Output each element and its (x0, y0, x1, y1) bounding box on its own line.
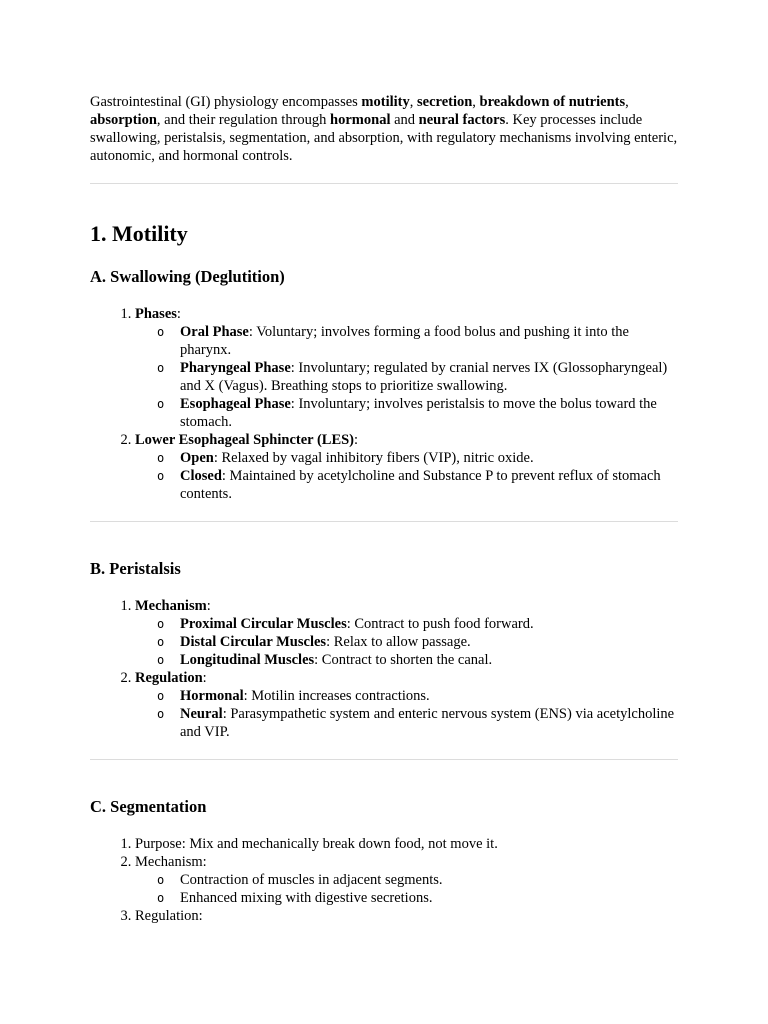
divider (90, 521, 678, 522)
list-item: 2. Mechanism: o Contraction of muscles in adjacent segments. o Enhanced mixing with digestive secretions. (135, 853, 678, 907)
list-item: o Oral Phase: Voluntary; involves forming a food bolus and pushing it into the pharynx. (180, 323, 678, 359)
divider (90, 759, 678, 760)
list-item: o Hormonal: Motilin increases contractions. (180, 687, 678, 705)
divider (90, 183, 678, 184)
subsection-title-segmentation: C. Segmentation (90, 797, 207, 816)
sub-list (135, 323, 678, 431)
list-item: o Longitudinal Muscles: Contract to shorten the canal. (180, 651, 678, 669)
subsection-title-swallowing: A. Swallowing (Deglutition) (90, 267, 285, 286)
list-item: 1. Phases: o Oral Phase: Voluntary; involves forming a food bolus and pushing it into the pharynx. o Pharyngeal Phase: Involuntary; regulated by cranial nerves IX (Glossopharyngeal) and X (Vagus). Breathing stops to prioritize swallowing. o Esophageal Phase: Involuntary; involves peristalsis to move the bolus toward the stomach. (135, 305, 678, 431)
intro-paragraph: Gastrointestinal (GI) physiology encompasses motility, secretion, breakdown of nutrients, absorption, and their regulation through hormonal and neural factors. Key processes include swallowing, peristalsis, segmentation, and absorption, with regulatory mechanisms involving enteric, autonomic, and hormonal controls. (90, 94, 678, 164)
list-item: o Open: Relaxed by vagal inhibitory fibers (VIP), nitric oxide. (180, 449, 678, 467)
list-item: o Enhanced mixing with digestive secretions. (180, 889, 678, 907)
list-item: o Esophageal Phase: Involuntary; involves peristalsis to move the bolus toward the stomach. (180, 395, 678, 431)
list-item: 2. Regulation: o Hormonal: Motilin increases contractions. o Neural: Parasympathetic system and enteric nervous system (ENS) via acetylcholine and VIP. (135, 669, 678, 741)
sub-list (135, 449, 678, 503)
list-item: 1. Purpose: Mix and mechanically break down food, not move it. (135, 835, 678, 853)
segmentation-list (90, 835, 678, 925)
sub-list (135, 687, 678, 741)
list-item: o Closed: Maintained by acetylcholine and Substance P to prevent reflux of stomach contents. (180, 467, 678, 503)
subsection-title-peristalsis: B. Peristalsis (90, 559, 181, 578)
list-item: o Proximal Circular Muscles: Contract to push food forward. (180, 615, 678, 633)
list-item: 2. Lower Esophageal Sphincter (LES): o Open: Relaxed by vagal inhibitory fibers (VIP), nitric oxide. o Closed: Maintained by acetylcholine and Substance P to prevent reflux of stomach contents. (135, 431, 678, 503)
swallowing-list (90, 305, 678, 503)
list-item: o Distal Circular Muscles: Relax to allow passage. (180, 633, 678, 651)
list-item: o Neural: Parasympathetic system and enteric nervous system (ENS) via acetylcholine and VIP. (180, 705, 678, 741)
sub-list (135, 615, 678, 669)
list-item: o Contraction of muscles in adjacent segments. (180, 871, 678, 889)
peristalsis-list (90, 597, 678, 741)
list-item: 3. Regulation: (135, 907, 678, 925)
list-item: 1. Mechanism: o Proximal Circular Muscles: Contract to push food forward. o Distal Circular Muscles: Relax to allow passage. o Longitudinal Muscles: Contract to shorten the canal. (135, 597, 678, 669)
sub-list (135, 871, 678, 907)
list-item: o Pharyngeal Phase: Involuntary; regulated by cranial nerves IX (Glossopharyngeal) and X (Vagus). Breathing stops to prioritize swallowing. (180, 359, 678, 395)
section-title-motility: 1. Motility (90, 221, 188, 246)
